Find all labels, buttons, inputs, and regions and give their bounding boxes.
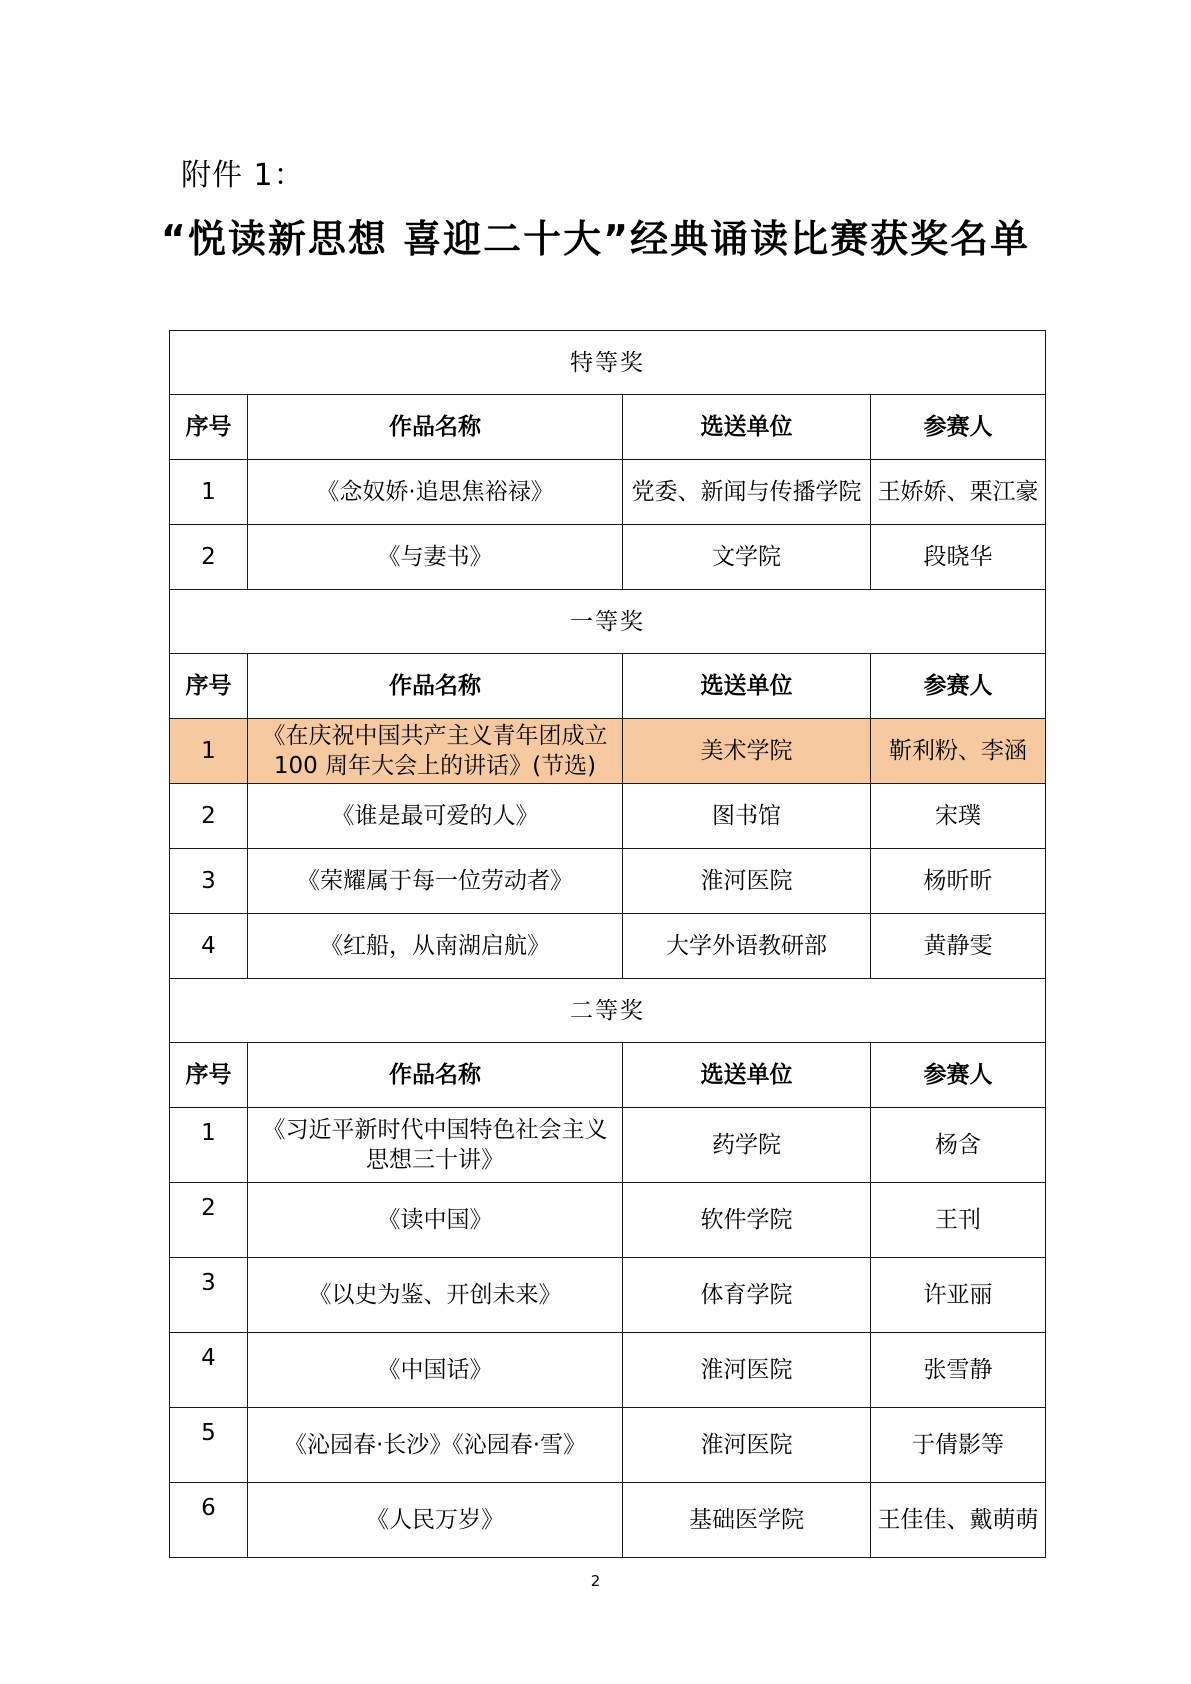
section-first bbox=[170, 590, 1046, 654]
cell-work: 《读中国》 bbox=[248, 1183, 623, 1258]
section-title-first: 一等奖 bbox=[170, 590, 1046, 654]
table-row bbox=[170, 1483, 1046, 1558]
cell-index: 1 bbox=[170, 719, 248, 784]
table-row bbox=[170, 460, 1046, 525]
cell-participants: 杨昕昕 bbox=[871, 849, 1046, 914]
table-row bbox=[170, 1108, 1046, 1183]
cell-work: 《念奴娇·追思焦裕禄》 bbox=[248, 460, 623, 525]
cell-participants: 王刊 bbox=[871, 1183, 1046, 1258]
page-number: 2 bbox=[590, 1572, 601, 1590]
section-second bbox=[170, 979, 1046, 1043]
header-work: 作品名称 bbox=[248, 395, 623, 460]
cell-unit: 大学外语教研部 bbox=[623, 914, 871, 979]
cell-unit: 淮河医院 bbox=[623, 1333, 871, 1408]
header-participants: 参赛人 bbox=[871, 395, 1046, 460]
section-title-special: 特等奖 bbox=[170, 331, 1046, 395]
cell-work: 《人民万岁》 bbox=[248, 1483, 623, 1558]
cell-unit: 体育学院 bbox=[623, 1258, 871, 1333]
attachment-label: 附件 1： bbox=[181, 158, 305, 193]
cell-work: 《谁是最可爱的人》 bbox=[248, 784, 623, 849]
cell-work: 《与妻书》 bbox=[248, 525, 623, 590]
table-row-highlighted bbox=[170, 719, 1046, 784]
table-row bbox=[170, 1183, 1046, 1258]
cell-unit: 药学院 bbox=[623, 1108, 871, 1183]
cell-work: 《习近平新时代中国特色社会主义思想三十讲》 bbox=[248, 1108, 623, 1183]
table-row bbox=[170, 784, 1046, 849]
cell-unit: 淮河医院 bbox=[623, 1408, 871, 1483]
table-row bbox=[170, 1408, 1046, 1483]
cell-work: 《红船，从南湖启航》 bbox=[248, 914, 623, 979]
header-row bbox=[170, 1043, 1046, 1108]
cell-participants: 杨含 bbox=[871, 1108, 1046, 1183]
cell-unit: 软件学院 bbox=[623, 1183, 871, 1258]
cell-index: 6 bbox=[170, 1483, 248, 1558]
header-work: 作品名称 bbox=[248, 1043, 623, 1108]
cell-unit: 图书馆 bbox=[623, 784, 871, 849]
cell-participants: 于倩影等 bbox=[871, 1408, 1046, 1483]
table-row bbox=[170, 1258, 1046, 1333]
header-row bbox=[170, 395, 1046, 460]
cell-participants: 宋璞 bbox=[871, 784, 1046, 849]
header-index: 序号 bbox=[170, 395, 248, 460]
cell-work: 《沁园春·长沙》《沁园春·雪》 bbox=[248, 1408, 623, 1483]
table-row bbox=[170, 914, 1046, 979]
header-index: 序号 bbox=[170, 654, 248, 719]
cell-index: 2 bbox=[170, 525, 248, 590]
cell-index: 2 bbox=[170, 784, 248, 849]
cell-participants: 王娇娇、栗江豪 bbox=[871, 460, 1046, 525]
header-unit: 选送单位 bbox=[623, 654, 871, 719]
cell-unit: 基础医学院 bbox=[623, 1483, 871, 1558]
cell-unit: 文学院 bbox=[623, 525, 871, 590]
cell-work: 《在庆祝中国共产主义青年团成立 100 周年大会上的讲话》(节选) bbox=[248, 719, 623, 784]
section-special bbox=[170, 331, 1046, 395]
cell-participants: 张雪静 bbox=[871, 1333, 1046, 1408]
table-row bbox=[170, 525, 1046, 590]
cell-index: 3 bbox=[170, 849, 248, 914]
table-row bbox=[170, 849, 1046, 914]
header-unit: 选送单位 bbox=[623, 395, 871, 460]
document-title: “悦读新思想 喜迎二十大”经典诵读比赛获奖名单 bbox=[160, 217, 1031, 261]
header-unit: 选送单位 bbox=[623, 1043, 871, 1108]
cell-work: 《中国话》 bbox=[248, 1333, 623, 1408]
table-row bbox=[170, 1333, 1046, 1408]
cell-work: 《荣耀属于每一位劳动者》 bbox=[248, 849, 623, 914]
header-participants: 参赛人 bbox=[871, 1043, 1046, 1108]
header-row bbox=[170, 654, 1046, 719]
cell-index: 1 bbox=[170, 1108, 248, 1183]
cell-participants: 许亚丽 bbox=[871, 1258, 1046, 1333]
header-work: 作品名称 bbox=[248, 654, 623, 719]
awards-table bbox=[169, 330, 1046, 1558]
cell-participants: 段晓华 bbox=[871, 525, 1046, 590]
cell-index: 5 bbox=[170, 1408, 248, 1483]
cell-index: 4 bbox=[170, 914, 248, 979]
cell-index: 3 bbox=[170, 1258, 248, 1333]
cell-unit: 美术学院 bbox=[623, 719, 871, 784]
cell-participants: 黄静雯 bbox=[871, 914, 1046, 979]
cell-unit: 淮河医院 bbox=[623, 849, 871, 914]
cell-index: 4 bbox=[170, 1333, 248, 1408]
cell-participants: 王佳佳、戴萌萌 bbox=[871, 1483, 1046, 1558]
cell-participants: 靳利粉、李涵 bbox=[871, 719, 1046, 784]
header-participants: 参赛人 bbox=[871, 654, 1046, 719]
cell-unit: 党委、新闻与传播学院 bbox=[623, 460, 871, 525]
cell-index: 2 bbox=[170, 1183, 248, 1258]
header-index: 序号 bbox=[170, 1043, 248, 1108]
cell-index: 1 bbox=[170, 460, 248, 525]
section-title-second: 二等奖 bbox=[170, 979, 1046, 1043]
cell-work: 《以史为鉴、开创未来》 bbox=[248, 1258, 623, 1333]
